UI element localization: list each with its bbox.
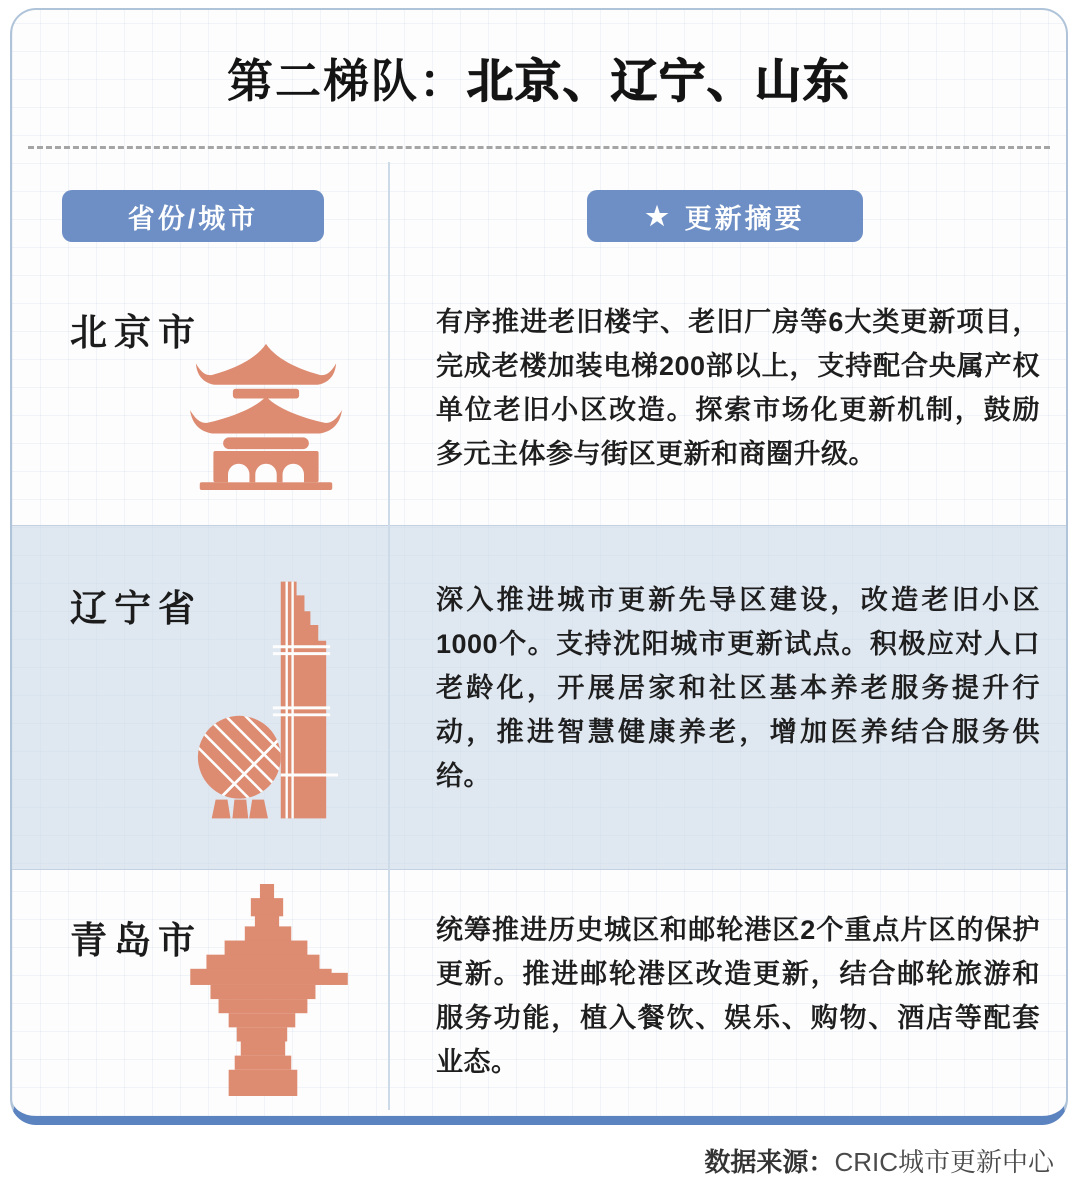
title-prefix: 第二梯队：	[227, 54, 467, 107]
footer	[704, 1142, 1054, 1179]
summary-text: 深入推进城市更新先导区建设，改造老旧小区1000个。支持沈阳城市更新试点。积极应对人口老龄化，开展居家和社区基本养老服务提升行动，推进智慧健康养老，增加医养结合服务供给。	[436, 585, 1040, 791]
table	[12, 158, 1066, 1116]
footer-label: 数据来源：	[704, 1147, 835, 1177]
beijing-gate-tower-icon	[185, 340, 347, 490]
province-cell	[12, 870, 388, 1112]
column-header-province	[62, 190, 324, 242]
header-band	[12, 158, 1066, 262]
table-row-beijing	[12, 262, 1066, 525]
province-label: 辽宁省	[70, 588, 202, 629]
province-label: 北京市	[70, 312, 202, 353]
table-row-qingdao	[12, 870, 1066, 1112]
summary-cell	[388, 526, 1066, 869]
province-cell	[12, 262, 388, 525]
summary-cell	[388, 262, 1066, 525]
table-row-liaoning	[12, 525, 1066, 870]
title-highlight: 北京、辽宁、山东	[467, 54, 851, 107]
summary-text: 统筹推进历史城区和邮轮港区2个重点片区的保护更新。推进邮轮港区改造更新，结合邮轮旅游和服务功能，植入餐饮、娱乐、购物、酒店等配套业态。	[436, 915, 1040, 1077]
footer-source: CRIC城市更新中心	[834, 1147, 1054, 1177]
qingdao-pagoda-icon	[180, 884, 352, 1096]
summary-text: 有序推进老旧楼宇、老旧厂房等6大类更新项目，完成老楼加装电梯200部以上，支持配合央属产权单位老旧小区改造。探索市场化更新机制，鼓励多元主体参与街区更新和商圈升级。	[436, 307, 1040, 469]
star-icon: ★	[645, 200, 669, 231]
page-title	[227, 45, 851, 111]
card	[10, 8, 1068, 1125]
dashed-divider	[28, 146, 1050, 149]
province-cell	[12, 526, 388, 869]
province-label: 青岛市	[70, 920, 202, 961]
column-header-summary	[587, 190, 863, 242]
summary-cell	[388, 870, 1066, 1112]
liaoning-tv-tower-icon	[190, 566, 338, 834]
title-row	[12, 10, 1066, 145]
column-header-summary-label: 更新摘要	[684, 203, 805, 234]
column-header-province-label: 省份/城市	[127, 203, 259, 234]
column-divider	[388, 162, 390, 1110]
